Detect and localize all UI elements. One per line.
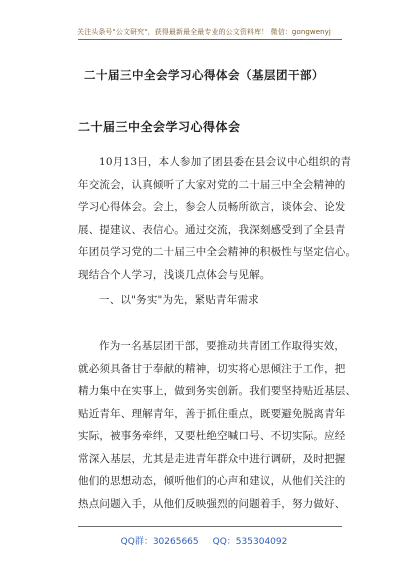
paragraph-line: 实际，被事务牵绊，又要杜绝空喊口号、不切实际。应经 xyxy=(78,430,346,442)
paragraph-line: 年团员学习党的二十届三中全会精神的积极性与坚定信心。 xyxy=(78,246,357,258)
document-title: 二十届三中全会学习心得体会（基层团干部） xyxy=(84,68,324,82)
paragraph-line: 热点问题入手，从他们反映强烈的问题着手，努力做好、 xyxy=(78,497,346,510)
paragraph-line: 就必须具备甘于奉献的精神，切实将心思倾注于工作，把 xyxy=(78,362,346,375)
paragraph-intro xyxy=(78,151,357,286)
paragraph-line: 精力集中在实事上，做到务实创新。我们要坚持贴近基层、 xyxy=(78,385,357,397)
paragraph-line: 学习心得体会。会上，参会人员畅所欲言，谈体会、论发 xyxy=(78,201,346,213)
subheading-one: 一、以"务实"为先，紧贴青年需求 xyxy=(99,294,259,306)
footer-divider xyxy=(78,526,342,527)
header-promo-note: 关注头条号"公文研究"，获得最新最全最专业的公文资料库！ 微信：gongwenyj xyxy=(77,28,331,36)
paragraph-line: 他们的思想动态，倾听他们的心声和建议，从他们关注的 xyxy=(78,475,346,487)
header-divider xyxy=(78,39,342,40)
paragraph-body xyxy=(78,335,357,515)
paragraph-line: 贴近青年、理解青年，善于抓住重点，既要避免脱离青年 xyxy=(78,407,346,420)
paragraph-line: 作为一名基层团干部，要推动共青团工作取得实效， xyxy=(99,340,346,352)
footer-qq-group: QQ群：30265665 xyxy=(120,537,199,547)
paragraph-line: 展、提建议、表信心。通过交流，我深刻感受到了全县青 xyxy=(78,223,346,236)
paragraph-line: 现结合个人学习，浅谈几点体会与见解。 xyxy=(78,268,271,281)
paragraph-line: 常深入基层，尤其是走进青年群众中进行调研，及时把握 xyxy=(78,452,346,465)
paragraph-line: 10月13日，本人参加了团县委在县会议中心组织的青 xyxy=(99,156,352,168)
footer-qq-number: QQ：535304092 xyxy=(212,537,288,547)
section-title: 二十届三中全会学习心得体会 xyxy=(78,120,241,134)
paragraph-line: 年交流会，认真倾听了大家对党的二十届三中全会精神的 xyxy=(78,178,346,191)
footer-contact xyxy=(0,534,408,547)
